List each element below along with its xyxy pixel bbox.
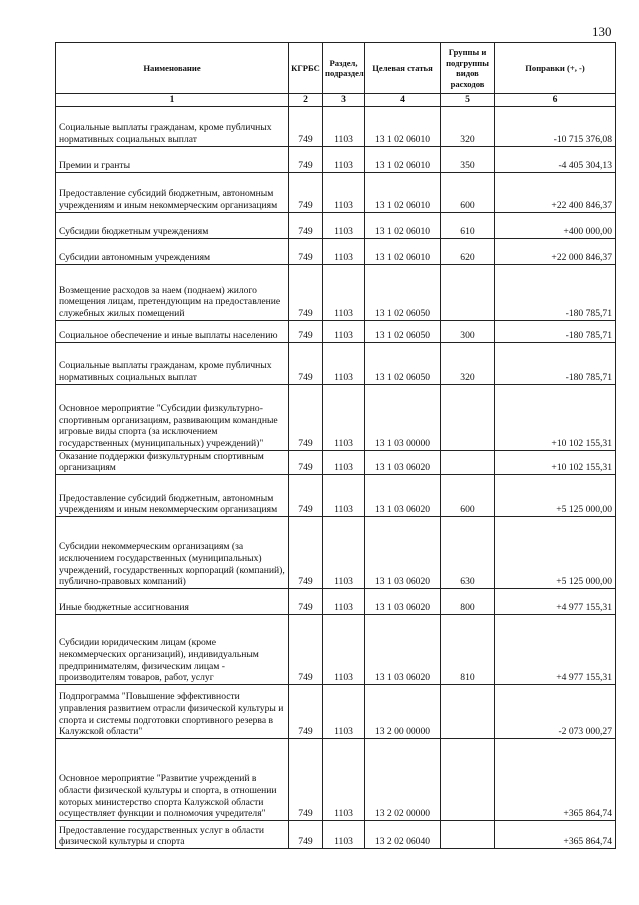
cell-kgrbs: 749 [289, 106, 323, 146]
cell-group: 320 [441, 106, 495, 146]
cell-section: 1103 [323, 342, 365, 384]
column-number: 4 [365, 94, 441, 107]
cell-name: Предоставление субсидий бюджетным, автономным учреждениям и иным некоммерческим организациям [56, 474, 289, 516]
cell-amount: +5 125 000,00 [495, 474, 616, 516]
header-row [56, 43, 616, 94]
cell-section: 1103 [323, 384, 365, 450]
cell-name: Возмещение расходов за наем (поднаем) жилого помещения лицам, претендующим на предоставление служебных жилых помещений [56, 264, 289, 320]
cell-section: 1103 [323, 320, 365, 342]
cell-name: Субсидии автономным учреждениям [56, 238, 289, 264]
cell-target: 13 1 02 06010 [365, 146, 441, 172]
column-number: 6 [495, 94, 616, 107]
cell-name: Социальные выплаты гражданам, кроме публичных нормативных социальных выплат [56, 106, 289, 146]
cell-target: 13 1 03 06020 [365, 588, 441, 614]
cell-target: 13 1 02 06010 [365, 106, 441, 146]
cell-kgrbs: 749 [289, 320, 323, 342]
cell-name: Субсидии некоммерческим организациям (за исключением государственных (муниципальных) учреждений, государственных корпораций (компаний), публично-правовых компаний) [56, 516, 289, 588]
header-group: Группы и подгруппы видов расходов [441, 43, 495, 94]
cell-amount: +4 977 155,31 [495, 614, 616, 684]
cell-section: 1103 [323, 588, 365, 614]
cell-target: 13 1 03 06020 [365, 450, 441, 474]
cell-group: 610 [441, 212, 495, 238]
cell-target: 13 1 03 06020 [365, 614, 441, 684]
cell-amount: +22 000 846,37 [495, 238, 616, 264]
column-number-row [56, 94, 616, 107]
cell-name: Подпрограмма "Повышение эффективности управления развитием отрасли физической культуры и спорта и системы подготовки спортивного резерва в Калужской области" [56, 684, 289, 738]
cell-section: 1103 [323, 264, 365, 320]
cell-target: 13 1 03 06020 [365, 474, 441, 516]
cell-section: 1103 [323, 820, 365, 848]
cell-target: 13 2 00 00000 [365, 684, 441, 738]
cell-amount: -10 715 376,08 [495, 106, 616, 146]
table-row [56, 106, 616, 146]
header-amount: Поправки (+, -) [495, 43, 616, 94]
cell-name: Субсидии бюджетным учреждениям [56, 212, 289, 238]
table-row [56, 238, 616, 264]
cell-name: Премии и гранты [56, 146, 289, 172]
table-row [56, 474, 616, 516]
table-row [56, 264, 616, 320]
page-number: 130 [592, 24, 612, 39]
cell-section: 1103 [323, 684, 365, 738]
cell-kgrbs: 749 [289, 146, 323, 172]
cell-target: 13 1 02 06050 [365, 320, 441, 342]
cell-section: 1103 [323, 106, 365, 146]
cell-group [441, 450, 495, 474]
table-row [56, 588, 616, 614]
cell-amount: -180 785,71 [495, 320, 616, 342]
cell-amount: +365 864,74 [495, 738, 616, 820]
cell-group: 620 [441, 238, 495, 264]
cell-name: Предоставление государственных услуг в области физической культуры и спорта [56, 820, 289, 848]
cell-group [441, 820, 495, 848]
cell-name: Основное мероприятие "Субсидии физкультурно-спортивным организациям, развивающим командные игровые виды спорта (за исключением государственных (муниципальных) учреждений)" [56, 384, 289, 450]
cell-name: Социальное обеспечение и иные выплаты населению [56, 320, 289, 342]
table-row [56, 212, 616, 238]
cell-group: 800 [441, 588, 495, 614]
cell-section: 1103 [323, 516, 365, 588]
cell-amount: +400 000,00 [495, 212, 616, 238]
cell-target: 13 1 03 00000 [365, 384, 441, 450]
cell-kgrbs: 749 [289, 474, 323, 516]
table-row [56, 384, 616, 450]
cell-kgrbs: 749 [289, 172, 323, 212]
cell-kgrbs: 749 [289, 384, 323, 450]
cell-amount: -180 785,71 [495, 342, 616, 384]
cell-section: 1103 [323, 146, 365, 172]
cell-group [441, 738, 495, 820]
column-number: 5 [441, 94, 495, 107]
cell-kgrbs: 749 [289, 516, 323, 588]
cell-name: Оказание поддержки физкультурным спортивным организациям [56, 450, 289, 474]
cell-kgrbs: 749 [289, 450, 323, 474]
cell-group [441, 264, 495, 320]
cell-target: 13 2 02 06040 [365, 820, 441, 848]
table-row [56, 320, 616, 342]
cell-section: 1103 [323, 238, 365, 264]
cell-section: 1103 [323, 738, 365, 820]
cell-amount: +10 102 155,31 [495, 384, 616, 450]
cell-target: 13 1 02 06010 [365, 212, 441, 238]
cell-kgrbs: 749 [289, 820, 323, 848]
cell-section: 1103 [323, 212, 365, 238]
column-number: 1 [56, 94, 289, 107]
table-row [56, 684, 616, 738]
cell-amount: -180 785,71 [495, 264, 616, 320]
cell-group: 300 [441, 320, 495, 342]
cell-kgrbs: 749 [289, 614, 323, 684]
cell-target: 13 1 02 06050 [365, 264, 441, 320]
cell-amount: +4 977 155,31 [495, 588, 616, 614]
header-kgrbs: КГРБС [289, 43, 323, 94]
cell-section: 1103 [323, 172, 365, 212]
cell-target: 13 1 02 06050 [365, 342, 441, 384]
cell-section: 1103 [323, 450, 365, 474]
cell-group: 600 [441, 474, 495, 516]
cell-kgrbs: 749 [289, 588, 323, 614]
cell-name: Предоставление субсидий бюджетным, автономным учреждениям и иным некоммерческим организациям [56, 172, 289, 212]
table-row [56, 342, 616, 384]
cell-section: 1103 [323, 614, 365, 684]
cell-amount: +10 102 155,31 [495, 450, 616, 474]
cell-name: Социальные выплаты гражданам, кроме публичных нормативных социальных выплат [56, 342, 289, 384]
cell-group [441, 684, 495, 738]
table-row [56, 614, 616, 684]
header-name: Наименование [56, 43, 289, 94]
table-row [56, 820, 616, 848]
cell-amount: +22 400 846,37 [495, 172, 616, 212]
table-row [56, 738, 616, 820]
budget-table [55, 42, 616, 849]
cell-section: 1103 [323, 474, 365, 516]
cell-kgrbs: 749 [289, 684, 323, 738]
cell-kgrbs: 749 [289, 738, 323, 820]
table-row [56, 516, 616, 588]
cell-group: 320 [441, 342, 495, 384]
cell-target: 13 1 03 06020 [365, 516, 441, 588]
header-target: Целевая статья [365, 43, 441, 94]
cell-target: 13 2 02 00000 [365, 738, 441, 820]
table-row [56, 450, 616, 474]
cell-name: Иные бюджетные ассигнования [56, 588, 289, 614]
cell-amount: -4 405 304,13 [495, 146, 616, 172]
cell-amount: +5 125 000,00 [495, 516, 616, 588]
cell-group: 810 [441, 614, 495, 684]
cell-group: 600 [441, 172, 495, 212]
column-number: 3 [323, 94, 365, 107]
cell-kgrbs: 749 [289, 212, 323, 238]
column-number: 2 [289, 94, 323, 107]
cell-name: Субсидии юридическим лицам (кроме некоммерческих организаций), индивидуальным предпринимателям, физическим лицам - производителям товаров, работ, услуг [56, 614, 289, 684]
cell-amount: -2 073 000,27 [495, 684, 616, 738]
header-section: Раздел, подраздел [323, 43, 365, 94]
cell-amount: +365 864,74 [495, 820, 616, 848]
cell-target: 13 1 02 06010 [365, 238, 441, 264]
cell-kgrbs: 749 [289, 264, 323, 320]
cell-group: 350 [441, 146, 495, 172]
cell-group [441, 384, 495, 450]
cell-target: 13 1 02 06010 [365, 172, 441, 212]
table-row [56, 146, 616, 172]
cell-name: Основное мероприятие "Развитие учреждений в области физической культуры и спорта, в отношении которых министерство спорта Калужской области осуществляет функции и полномочия учредителя" [56, 738, 289, 820]
table-row [56, 172, 616, 212]
cell-group: 630 [441, 516, 495, 588]
cell-kgrbs: 749 [289, 238, 323, 264]
cell-kgrbs: 749 [289, 342, 323, 384]
